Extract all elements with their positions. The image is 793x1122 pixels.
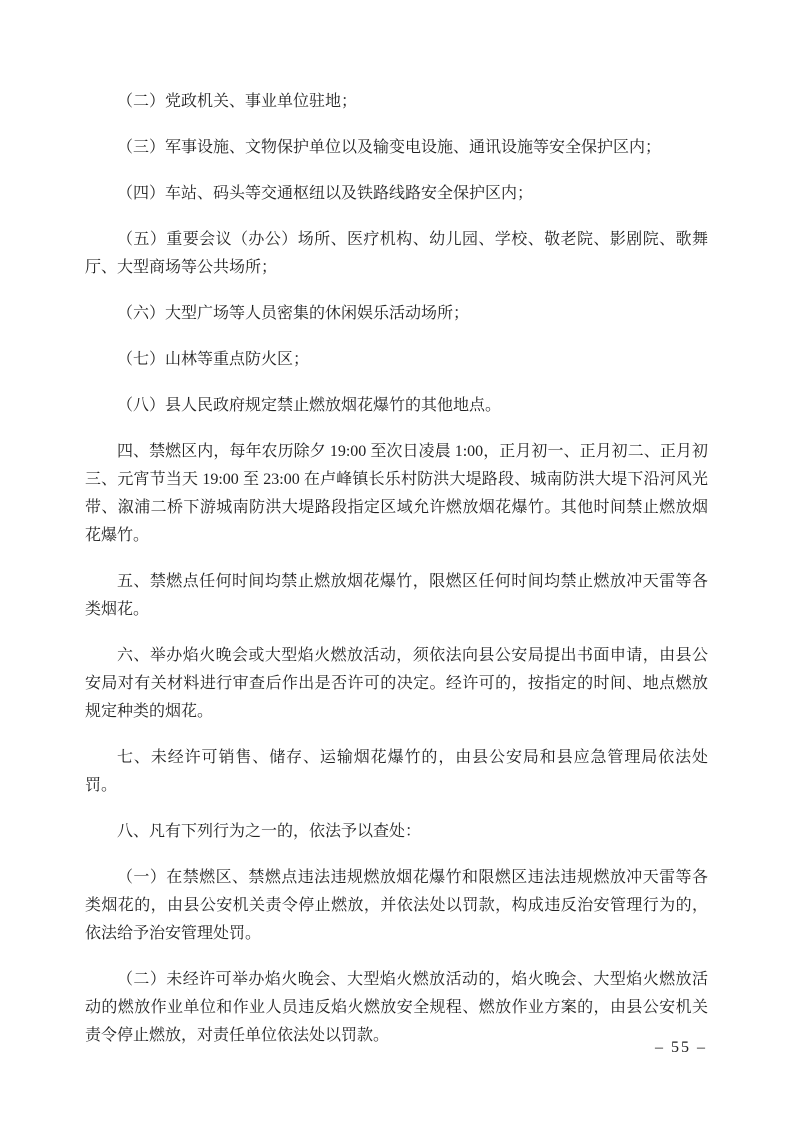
paragraph-7: （八）县人民政府规定禁止燃放烟花爆竹的其他地点。	[117, 397, 502, 414]
paragraph-5: （六）大型广场等人员密集的休闲娱乐活动场所；	[117, 305, 470, 322]
paragraph-3: （四）车站、码头等交通枢纽以及铁路线路安全保护区内；	[117, 185, 534, 202]
paragraph-2: （三）军事设施、文物保护单位以及输变电设施、通讯设施等安全保护区内；	[117, 139, 662, 156]
paragraph-6: （七）山林等重点防火区；	[117, 351, 310, 368]
document-body	[85, 88, 708, 1068]
paragraph-12: 八、凡有下列行为之一的，依法予以查处：	[117, 823, 422, 840]
paragraph-11: 七、未经许可销售、储存、运输烟花爆竹的，由县公安局和县应急管理局依法处罚。	[85, 749, 708, 794]
paragraph-13: （一）在禁燃区、禁燃点违法违规燃放烟花爆竹和限燃区违法违规燃放冲天雷等各类烟花的，由县公安机关责令停止燃放，并依法处以罚款，构成违反治安管理行为的，依法给予治安管理处罚。	[85, 869, 708, 942]
paragraph-1: （二）党政机关、事业单位驻地；	[117, 93, 358, 110]
paragraph-9: 五、禁燃点任何时间均禁止燃放烟花爆竹，限燃区任何时间均禁止燃放冲天雷等各类烟花。	[85, 573, 708, 618]
paragraph-4: （五）重要会议（办公）场所、医疗机构、幼儿园、学校、敬老院、影剧院、歌舞厅、大型商场等公共场所；	[85, 231, 708, 276]
paragraph-10: 六、举办焰火晚会或大型焰火燃放活动，须依法向县公安局提出书面申请，由县公安局对有关材料进行审查后作出是否许可的决定。经许可的，按指定的时间、地点燃放规定种类的烟花。	[85, 647, 708, 720]
paragraph-14: （二）未经许可举办焰火晚会、大型焰火燃放活动的，焰火晚会、大型焰火燃放活动的燃放作业单位和作业人员违反焰火燃放安全规程、燃放作业方案的，由县公安机关责令停止燃放，对责任单位依法处以罚款。	[85, 971, 708, 1044]
paragraph-8: 四、禁燃区内，每年农历除夕 19:00 至次日凌晨 1:00，正月初一、正月初二、正月初三、元宵节当天 19:00 至 23:00 在卢峰镇长乐村防洪大堤路段、城南防洪大堤下沿河风光带、溆浦二桥下游城南防洪大堤路段指定区域允许燃放烟花爆竹。其他时间禁止燃放烟花爆竹。	[85, 443, 708, 544]
page-number: – 55 –	[655, 1039, 707, 1056]
